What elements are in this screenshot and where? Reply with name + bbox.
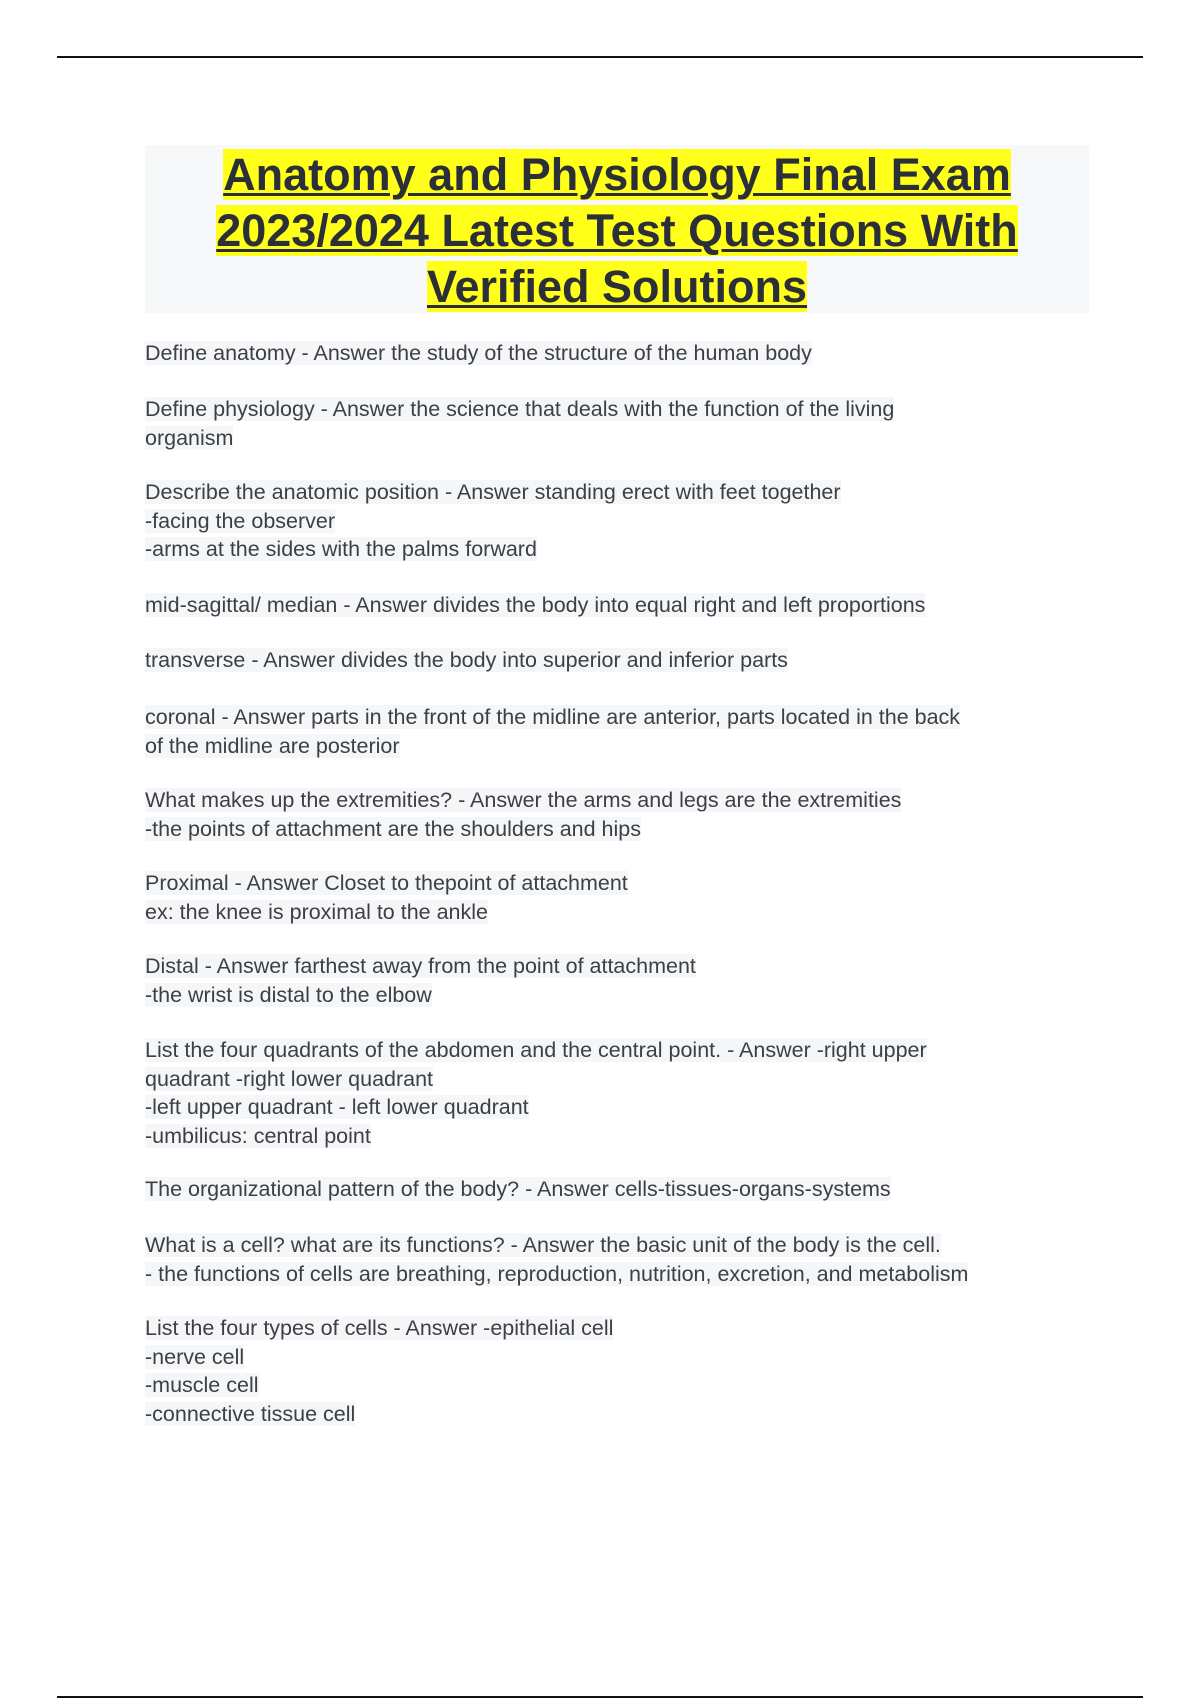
- qa-line: -left upper quadrant - left lower quadrant: [145, 1095, 529, 1119]
- qa-line: -arms at the sides with the palms forward: [145, 537, 537, 561]
- qa-line: - the functions of cells are breathing, reproduction, nutrition, excretion, and metabolism: [145, 1261, 969, 1286]
- qa-line: List the four quadrants of the abdomen and the central point. - Answer -right upper: [145, 1038, 927, 1062]
- qa-item: [145, 952, 1075, 1009]
- qa-line: quadrant -right lower quadrant: [145, 1066, 434, 1091]
- qa-item: [145, 1231, 1075, 1288]
- bottom-rule: [57, 1696, 1143, 1698]
- qa-line: The organizational pattern of the body? - Answer cells-tissues-organs-systems: [145, 1177, 891, 1201]
- qa-line: ex: the knee is proximal to the ankle: [145, 899, 488, 924]
- title-line: Anatomy and Physiology Final Exam: [223, 149, 1011, 200]
- qa-item: [145, 1314, 1075, 1428]
- qa-line: -the wrist is distal to the elbow: [145, 982, 432, 1007]
- qa-line: Proximal - Answer Closet to thepoint of attachment: [145, 871, 628, 895]
- qa-line: Define physiology - Answer the science that deals with the function of the living: [145, 397, 895, 421]
- qa-item: [145, 478, 1075, 564]
- top-rule: [57, 56, 1143, 58]
- qa-item: [145, 786, 1075, 843]
- qa-line: Distal - Answer farthest away from the point of attachment: [145, 954, 696, 978]
- qa-line: -muscle cell: [145, 1373, 259, 1397]
- qa-line: What makes up the extremities? - Answer the arms and legs are the extremities: [145, 788, 902, 812]
- qa-line: organism: [145, 425, 234, 450]
- qa-item: [145, 591, 1075, 620]
- qa-item: [145, 703, 1075, 760]
- qa-line: Define anatomy - Answer the study of the structure of the human body: [145, 341, 812, 365]
- title-line: Verified Solutions: [426, 261, 808, 312]
- qa-line: mid-sagittal/ median - Answer divides the body into equal right and left proportions: [145, 593, 926, 617]
- qa-line: Describe the anatomic position - Answer standing erect with feet together: [145, 480, 841, 504]
- qa-item: [145, 646, 1075, 675]
- qa-line: -umbilicus: central point: [145, 1123, 371, 1148]
- qa-line: coronal - Answer parts in the front of the midline are anterior, parts located in the back: [145, 705, 961, 729]
- qa-item: [145, 869, 1075, 926]
- qa-line: -the points of attachment are the shoulders and hips: [145, 816, 642, 841]
- qa-line: of the midline are posterior: [145, 733, 400, 758]
- qa-item: [145, 1036, 1075, 1150]
- qa-item: [145, 339, 1075, 368]
- qa-line: -connective tissue cell: [145, 1401, 356, 1426]
- document-title: [145, 145, 1089, 315]
- qa-line: List the four types of cells - Answer -epithelial cell: [145, 1316, 614, 1340]
- title-line: 2023/2024 Latest Test Questions With: [216, 205, 1018, 256]
- qa-line: transverse - Answer divides the body into superior and inferior parts: [145, 648, 788, 672]
- qa-line: -nerve cell: [145, 1344, 245, 1369]
- qa-item: [145, 395, 1075, 452]
- qa-line: What is a cell? what are its functions? - Answer the basic unit of the body is the cell.: [145, 1233, 941, 1257]
- qa-item: [145, 1175, 1075, 1204]
- qa-line: -facing the observer: [145, 508, 336, 533]
- title-block: [145, 145, 1089, 313]
